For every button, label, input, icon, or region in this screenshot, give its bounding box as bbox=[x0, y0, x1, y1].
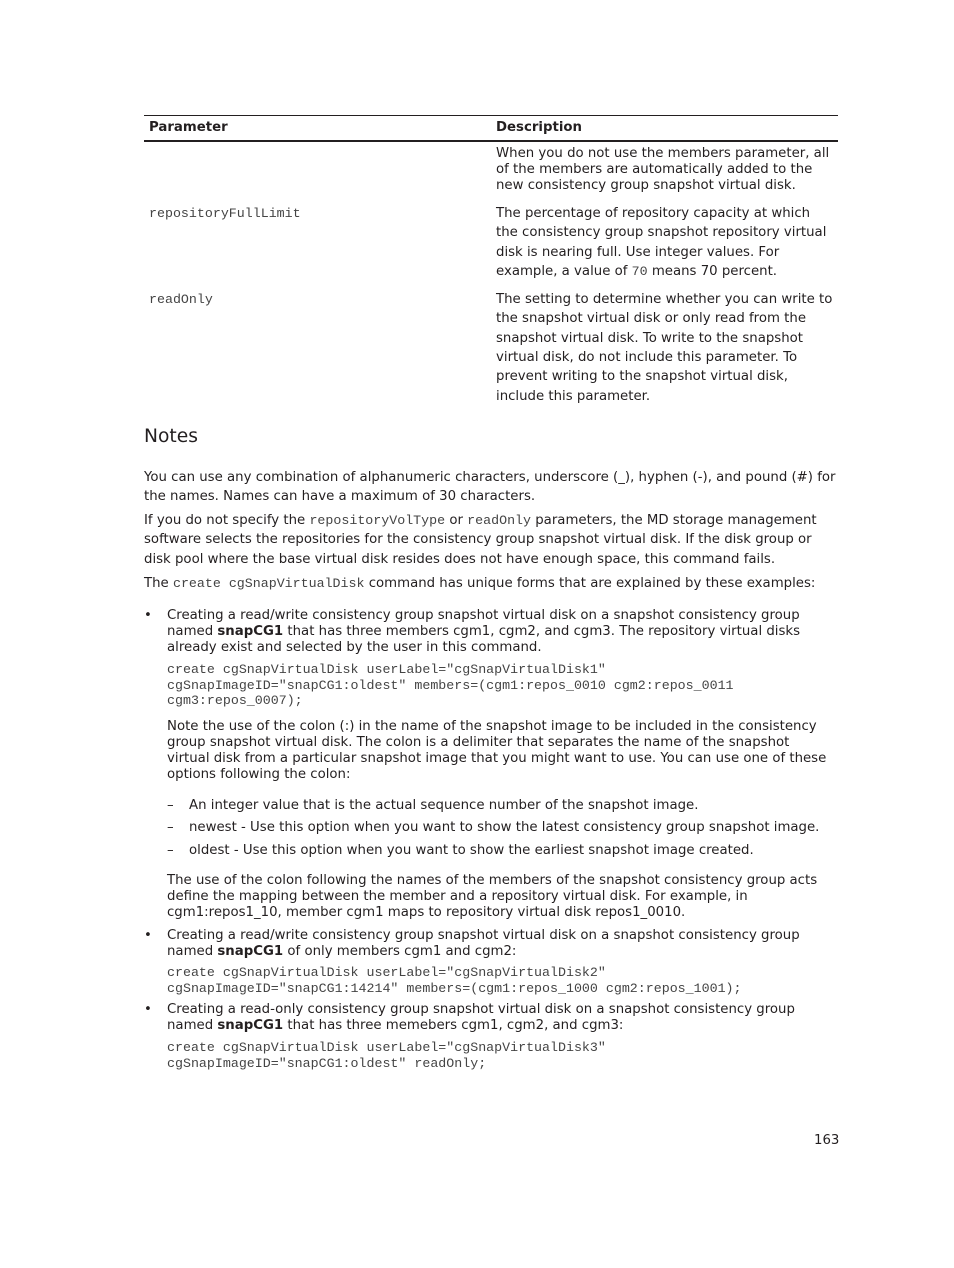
bullet-glyph: • bbox=[144, 928, 152, 943]
bullet-item bbox=[144, 928, 844, 960]
notes-paragraph: You can use any combination of alphanumeric characters, underscore (_), hyphen (-), and pound (#) for the names. Names can have a maximum of 30 characters. bbox=[144, 470, 836, 505]
table-row bbox=[144, 204, 838, 290]
table-row bbox=[144, 141, 838, 204]
bullet-glyph: • bbox=[144, 608, 152, 623]
dash-item: – newest - Use this option when you want to show the latest consistency group snapshot image. bbox=[167, 820, 820, 835]
parameter-table bbox=[144, 115, 838, 406]
param-cell: readOnly bbox=[149, 292, 213, 308]
notes-heading: Notes bbox=[144, 426, 198, 447]
bullet-item bbox=[144, 608, 844, 656]
code-example: create cgSnapVirtualDisk userLabel="cgSnapVirtualDisk2" cgSnapImageID="snapCG1:14214" members=(cgm1:repos_1000 cgm2:repos_1001); bbox=[167, 965, 742, 996]
notes-paragraph: The create cgSnapVirtualDisk command has unique forms that are explained by these examples: bbox=[144, 576, 816, 591]
inline-code: create cgSnapVirtualDisk bbox=[172, 576, 365, 591]
param-cell bbox=[144, 141, 491, 204]
inline-code: readOnly bbox=[467, 513, 532, 528]
note-paragraph: Note the use of the colon (:) in the name of the snapshot image to be included in the consistency group snapshot virtual disk. The colon is a delimiter that separates the name of the snapshot virtual disk from a particular snapshot image that you might want to use. You can use one of these options following the colon: bbox=[167, 719, 827, 782]
header-description: Description bbox=[491, 116, 838, 142]
code-example: create cgSnapVirtualDisk userLabel="cgSnapVirtualDisk3" cgSnapImageID="snapCG1:oldest" readOnly; bbox=[167, 1040, 606, 1071]
header-parameter: Parameter bbox=[144, 116, 491, 142]
dash-item: – oldest - Use this option when you want to show the earliest snapshot image created. bbox=[167, 843, 754, 858]
bullet-text: Creating a read/write consistency group snapshot virtual disk on a snapshot consistency group named snapCG1 of only members cgm1 and cgm2: bbox=[167, 928, 800, 959]
bullet-item bbox=[144, 1002, 844, 1034]
note-paragraph: The use of the colon following the names of the members of the snapshot consistency group acts define the mapping between the member and a repository virtual disk. For example, in cgm1:repos1_10, member cgm1 maps to repository virtual disk repos1_0010. bbox=[167, 873, 818, 920]
page-number: 163 bbox=[814, 1133, 840, 1148]
notes-paragraph: If you do not specify the repositoryVolType or readOnly parameters, the MD storage management software selects the repositories for the consistency group snapshot virtual disk. If the disk group or disk pool where the base virtual disk resides does not have enough space, this command fails. bbox=[144, 513, 817, 567]
dash-item: – An integer value that is the actual sequence number of the snapshot image. bbox=[167, 798, 699, 813]
code-example: create cgSnapVirtualDisk userLabel="cgSnapVirtualDisk1" cgSnapImageID="snapCG1:oldest" members=(cgm1:repos_0010 cgm2:repos_0011 cgm3:repos_0007); bbox=[167, 662, 734, 709]
inline-code: 70 bbox=[631, 263, 648, 279]
desc-cell: When you do not use the members parameter, all of the members are automatically added to the new consistency group snapshot virtual disk. bbox=[496, 146, 830, 193]
desc-cell: The percentage of repository capacity at which the consistency group snapshot repository virtual disk is nearing full. Use integer values. For example, a value of 70 means 70 percent. bbox=[496, 206, 827, 279]
bullet-glyph: • bbox=[144, 1002, 152, 1017]
bullet-text: Creating a read-only consistency group snapshot virtual disk on a snapshot consistency group named snapCG1 that has three memebers cgm1, cgm2, and cgm3: bbox=[167, 1002, 795, 1033]
bullet-text: Creating a read/write consistency group snapshot virtual disk on a snapshot consistency group named snapCG1 that has three members cgm1, cgm2, and cgm3. The repository virtual disks already exist and selected by the user in this command. bbox=[167, 608, 801, 655]
desc-cell: The setting to determine whether you can write to the snapshot virtual disk or only read from the snapshot virtual disk. To write to the snapshot virtual disk, do not include this parameter. To prevent writing to the snapshot virtual disk, include this parameter. bbox=[496, 292, 833, 404]
table-row bbox=[144, 290, 838, 406]
inline-code: repositoryVolType bbox=[309, 513, 446, 528]
param-cell: repositoryFullLimit bbox=[149, 206, 301, 221]
